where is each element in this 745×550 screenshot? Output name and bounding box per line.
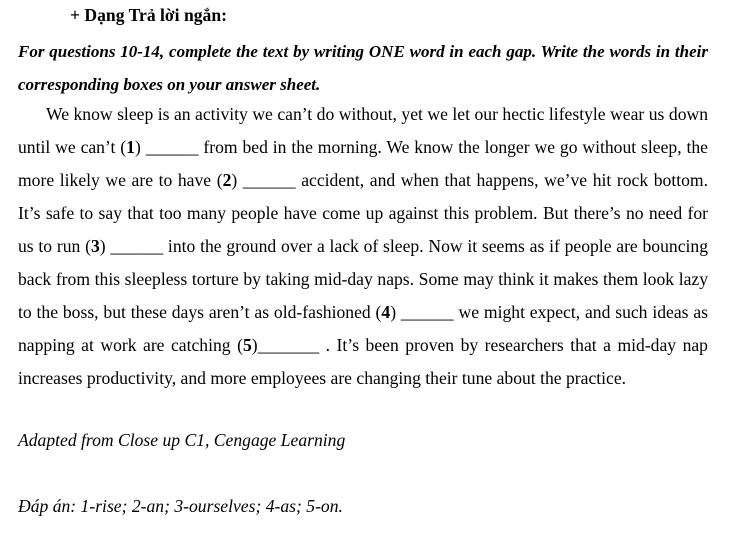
- gap-number-3: 3: [90, 236, 100, 256]
- gap-number-1: 1: [126, 137, 135, 157]
- gap-number-5: 5: [242, 335, 252, 355]
- answer-key: Đáp án: 1-rise; 2-an; 3-ourselves; 4-as; 5-on.: [18, 496, 343, 516]
- passage-text: ) ______ from bed in the morning. We know the longer we go without sleep, the more likely we are to have (: [18, 137, 708, 190]
- passage-text: ) ______ into the ground over a lack of sleep. Now it seems as if people are bouncing back from this sleepless torture by taking mid-day naps. Some may think it makes them look lazy to the boss, but these days aren’t as old-fashioned (: [18, 236, 708, 322]
- gap-number-2: 2: [222, 170, 232, 190]
- section-heading: + Dạng Trả lời ngắn:: [70, 5, 227, 25]
- passage-text: We know sleep is an activity we can’t do without, yet we let our hectic lifestyle wear us down until we can’t (: [18, 104, 708, 157]
- gap-number-4: 4: [381, 302, 391, 322]
- source-citation: Adapted from Close up C1, Cengage Learning: [18, 430, 346, 450]
- reading-passage: [18, 98, 708, 395]
- passage-text: )_______ . It’s been proven by researchers that a mid-day nap increases productivity, and more employees are changing their tune about the practice.: [18, 335, 708, 388]
- passage-text: ) ______ accident, and when that happens, we’ve hit rock bottom. It’s safe to say that too many people have come up against this problem. But there’s no need for us to run (: [18, 170, 708, 256]
- passage-text: ) ______ we might expect, and such ideas as napping at work are catching (: [18, 302, 708, 355]
- task-instructions: For questions 10-14, complete the text by writing ONE word in each gap. Write the words in their corresponding boxes on your answer sheet.: [18, 42, 708, 94]
